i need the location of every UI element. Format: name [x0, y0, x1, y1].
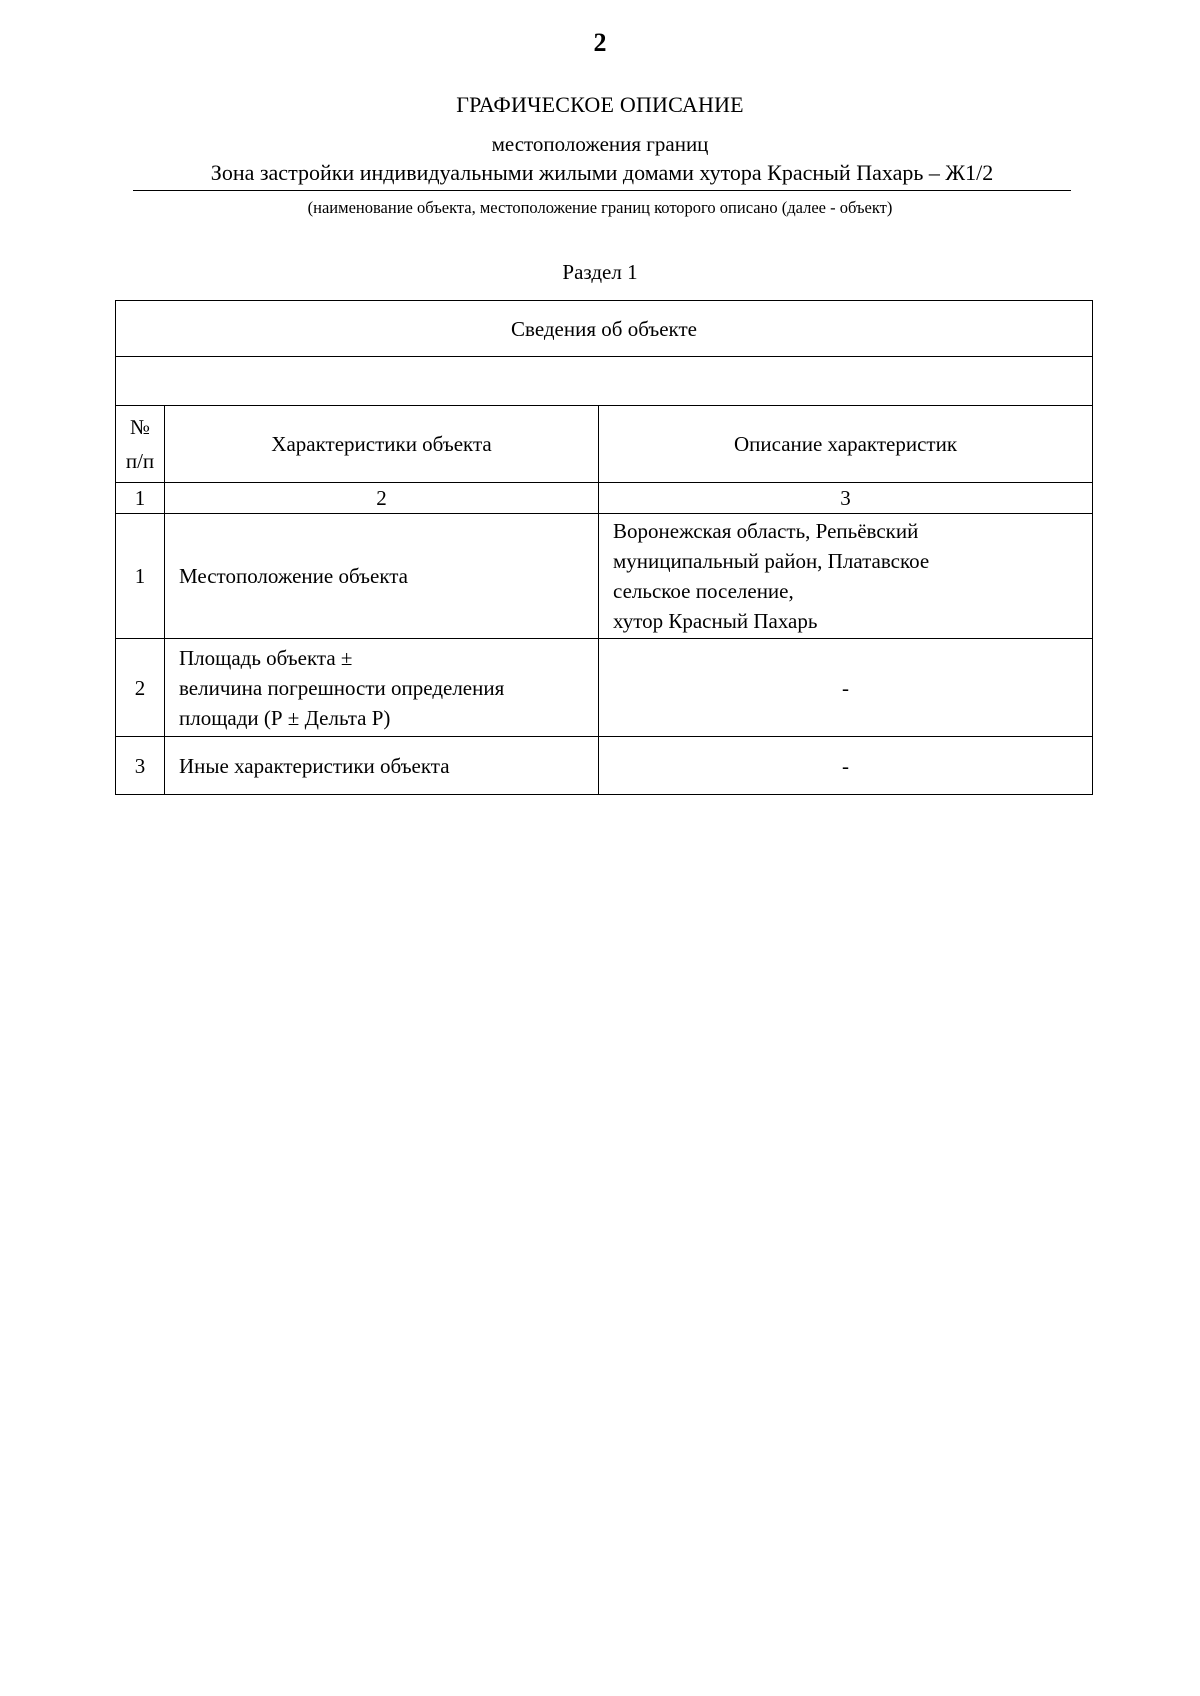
column-header-num-line2: п/п	[125, 449, 155, 473]
page-number: 2	[593, 28, 607, 57]
row-description-line: хутор Красный Пахарь	[613, 609, 818, 633]
column-header-num	[116, 406, 165, 483]
row-characteristic	[165, 514, 599, 639]
row-description	[599, 639, 1093, 737]
row-description-line: сельское поселение,	[613, 579, 794, 603]
table-heading-row	[116, 301, 1093, 357]
object-info-table	[115, 300, 1093, 795]
column-header-num-line1: №	[129, 415, 151, 439]
table-column-header-row	[116, 406, 1093, 483]
column-header-characteristic: Характеристики объекта	[165, 406, 599, 483]
row-number: 2	[116, 639, 165, 737]
table-row	[116, 737, 1093, 795]
row-characteristic-line: Иные характеристики объекта	[179, 753, 450, 778]
column-number-1: 1	[116, 483, 165, 514]
object-name-caption: (наименование объекта, местоположение границ которого описано (далее - объект)	[307, 198, 893, 217]
row-number: 3	[116, 737, 165, 795]
row-characteristic-line: Площадь объекта ±	[179, 645, 353, 670]
column-number-2: 2	[165, 483, 599, 514]
document-subtitle: местоположения границ	[491, 132, 709, 156]
table-column-number-row	[116, 483, 1093, 514]
section-label: Раздел 1	[562, 260, 638, 284]
table-row	[116, 514, 1093, 639]
table-heading: Сведения об объекте	[116, 301, 1093, 357]
row-description-line: -	[842, 753, 849, 778]
object-name: Зона застройки индивидуальными жилыми домами хутора Красный Пахарь – Ж1/2	[133, 160, 1071, 191]
row-description-line: Воронежская область, Репьёвский	[613, 519, 919, 543]
row-characteristic	[165, 737, 599, 795]
table-row	[116, 639, 1093, 737]
document-title: ГРАФИЧЕСКОЕ ОПИСАНИЕ	[456, 92, 744, 117]
column-header-description: Описание характеристик	[599, 406, 1093, 483]
table-empty-cell	[116, 357, 1093, 406]
table-empty-row	[116, 357, 1093, 406]
column-number-3: 3	[599, 483, 1093, 514]
row-characteristic-line: площади (Р ± Дельта Р)	[179, 705, 391, 730]
row-description-line: муниципальный район, Платавское	[613, 549, 930, 573]
row-description-line: -	[842, 675, 849, 700]
row-description	[599, 737, 1093, 795]
row-characteristic	[165, 639, 599, 737]
row-characteristic-line: величина погрешности определения	[179, 675, 505, 700]
row-characteristic-line: Местоположение объекта	[179, 564, 409, 588]
row-description	[599, 514, 1093, 639]
row-number: 1	[116, 514, 165, 639]
